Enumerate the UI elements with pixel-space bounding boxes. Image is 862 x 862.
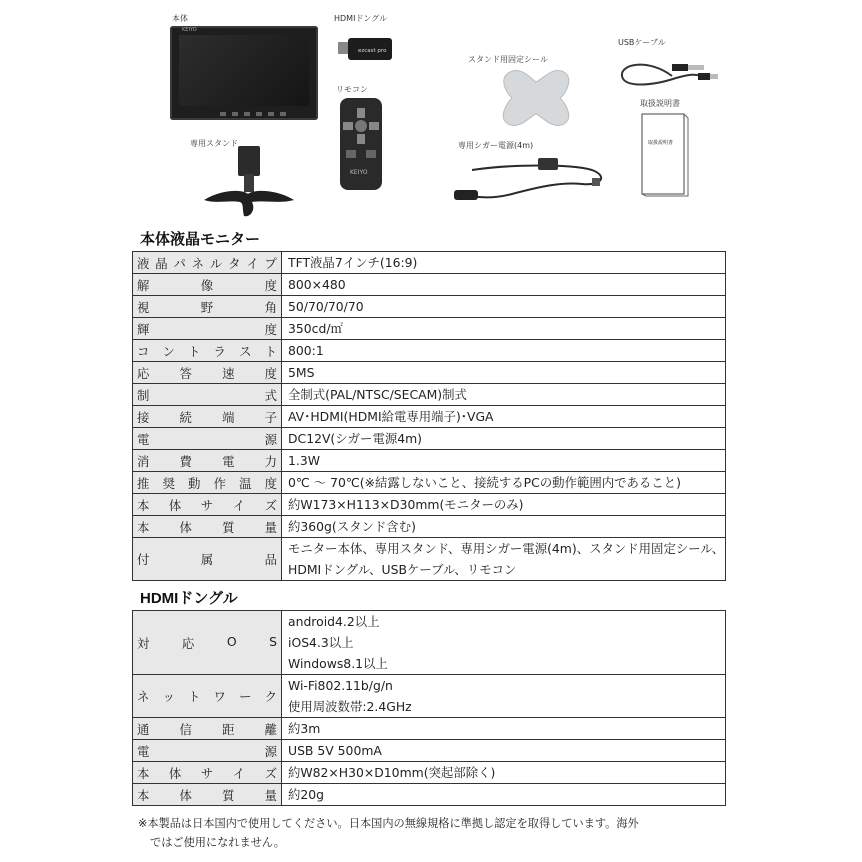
- spec-label-text: コ ン ト ラ ス ト: [137, 343, 277, 359]
- spec-value-line: 約W82×H30×D10mm(突起部除く): [288, 765, 496, 780]
- spec-label-text: 制 式: [137, 387, 277, 403]
- spec-label-text: 解 像 度: [137, 277, 277, 293]
- dongle-spec-table: [132, 610, 726, 806]
- spec-label: [133, 784, 282, 806]
- caption-manual: 取扱説明書: [640, 99, 680, 108]
- spec-label: [133, 611, 282, 675]
- spec-value-line: 1.3W: [288, 453, 320, 468]
- spec-value-line: 800×480: [288, 277, 346, 292]
- monitor-spec-table: [132, 251, 726, 581]
- spec-value-line: 使用周波数帯:2.4GHz: [288, 699, 412, 714]
- spec-row: [133, 784, 726, 806]
- spec-label: [133, 718, 282, 740]
- spec-value: [282, 675, 726, 718]
- spec-value: [282, 406, 726, 428]
- spec-value: [282, 428, 726, 450]
- spec-value-line: 350cd/㎡: [288, 321, 343, 336]
- spec-row: [133, 675, 726, 718]
- spec-value-line: 0℃ ～ 70℃(※結露しないこと、接続するPCの動作範囲内であること): [288, 475, 681, 490]
- spec-label-text: 本 体 サ イ ズ: [137, 497, 277, 513]
- caption-remote: リモコン: [336, 85, 368, 94]
- sheet-image: [476, 64, 596, 132]
- spec-value-line: 800:1: [288, 343, 324, 358]
- caption-hdmi-dongle: HDMIドングル: [334, 14, 388, 23]
- spec-label: [133, 740, 282, 762]
- spec-label: [133, 340, 282, 362]
- dongle-brand: ezcast pro: [358, 48, 387, 54]
- spec-row: [133, 516, 726, 538]
- spec-label-text: 電 源: [137, 743, 277, 759]
- spec-value-line: 全制式(PAL/NTSC/SECAM)制式: [288, 387, 467, 402]
- spec-value: [282, 494, 726, 516]
- spec-value-line: AV･HDMI(HDMI給電専用端子)･VGA: [288, 409, 494, 424]
- spec-label: [133, 362, 282, 384]
- spec-label-text: 推 奨 動 作 温 度: [137, 475, 277, 491]
- spec-label-text: 輝 度: [137, 321, 277, 337]
- product-illustration: [0, 0, 862, 222]
- spec-row: [133, 252, 726, 274]
- spec-value-line: USB 5V 500mA: [288, 743, 382, 758]
- spec-row: [133, 740, 726, 762]
- spec-value: [282, 384, 726, 406]
- spec-row: [133, 472, 726, 494]
- usb-cable-image: [612, 48, 722, 98]
- stand-image: [194, 138, 302, 220]
- spec-value: [282, 762, 726, 784]
- manual-cover-text: 取扱説明書: [648, 140, 674, 146]
- spec-value-line: iOS4.3以上: [288, 635, 354, 650]
- spec-label: [133, 538, 282, 581]
- spec-value: [282, 718, 726, 740]
- spec-label: [133, 472, 282, 494]
- spec-value-line: HDMIドングル、USBケーブル、リモコン: [288, 562, 517, 577]
- spec-value-line: Wi-Fi802.11b/g/n: [288, 678, 393, 693]
- spec-label: [133, 494, 282, 516]
- caption-stand: 専用スタンド: [190, 139, 238, 148]
- spec-row: [133, 406, 726, 428]
- spec-row: [133, 274, 726, 296]
- spec-row: [133, 450, 726, 472]
- dongle-section-title: HDMIドングル: [140, 590, 238, 607]
- spec-value-line: Windows8.1以上: [288, 656, 388, 671]
- spec-label: [133, 762, 282, 784]
- caption-usb-cable: USBケーブル: [618, 38, 666, 47]
- spec-value: [282, 274, 726, 296]
- remote-brand: KEIYO: [350, 169, 368, 176]
- spec-row: [133, 494, 726, 516]
- spec-label-text: 視 野 角: [137, 299, 277, 315]
- spec-row: [133, 538, 726, 581]
- spec-label-text: 液 晶 パ ネ ル タ イ プ: [137, 255, 277, 271]
- spec-label-text: 本 体 質 量: [137, 519, 277, 535]
- spec-row: [133, 362, 726, 384]
- caption-main-unit: 本体: [172, 14, 188, 23]
- spec-label: [133, 428, 282, 450]
- spec-value-line: 約W173×H113×D30mm(モニターのみ): [288, 497, 524, 512]
- spec-value-line: 5MS: [288, 365, 315, 380]
- monitor-brand: KEIYO: [182, 27, 197, 33]
- spec-value-line: モニター本体、専用スタンド、専用シガー電源(4m)、スタンド用固定シール、: [288, 541, 725, 556]
- spec-value: [282, 740, 726, 762]
- spec-value: [282, 252, 726, 274]
- spec-value: [282, 296, 726, 318]
- spec-value: [282, 362, 726, 384]
- spec-row: [133, 296, 726, 318]
- spec-value-line: DC12V(シガー電源4m): [288, 431, 423, 446]
- monitor-section-title: 本体液晶モニター: [140, 231, 261, 248]
- spec-value-line: android4.2以上: [288, 614, 380, 629]
- spec-row: [133, 718, 726, 740]
- spec-value: [282, 516, 726, 538]
- spec-value-line: 約3m: [288, 721, 321, 736]
- spec-label-text: ネ ッ ト ワ ー ク: [137, 689, 277, 704]
- spec-label: [133, 252, 282, 274]
- spec-label-text: 本 体 サ イ ズ: [137, 765, 277, 781]
- spec-label-text: 本 体 質 量: [137, 787, 277, 803]
- spec-value-line: TFT液晶7インチ(16:9): [288, 255, 418, 270]
- spec-label-text: 付 属 品: [137, 552, 277, 567]
- caption-cigar-power: 専用シガー電源(4m): [458, 141, 534, 150]
- manual-image: [636, 106, 692, 198]
- remote-image: [336, 96, 386, 192]
- spec-value: [282, 450, 726, 472]
- spec-value: [282, 611, 726, 675]
- spec-label: [133, 406, 282, 428]
- spec-label: [133, 675, 282, 718]
- spec-value: [282, 340, 726, 362]
- footnote-line: ではご使用になれません。: [150, 836, 285, 849]
- monitor-image: [170, 26, 318, 120]
- spec-label: [133, 296, 282, 318]
- spec-label-text: 消 費 電 力: [137, 453, 277, 469]
- spec-label-text: 対 応 O S: [137, 633, 277, 651]
- spec-label-text: 接 続 端 子: [137, 409, 277, 425]
- spec-row: [133, 384, 726, 406]
- spec-value: [282, 538, 726, 581]
- spec-label-text: 通 信 距 離: [137, 721, 277, 737]
- spec-label: [133, 318, 282, 340]
- spec-value: [282, 318, 726, 340]
- footnote-line: ※本製品は日本国内で使用してください。日本国内の無線規格に準拠し認定を取得しています。海外: [138, 817, 639, 830]
- spec-label-text: 応 答 速 度: [137, 365, 277, 381]
- spec-label: [133, 516, 282, 538]
- spec-label: [133, 384, 282, 406]
- spec-value-line: 50/70/70/70: [288, 299, 364, 314]
- spec-label-text: 電 源: [137, 431, 277, 447]
- spec-label: [133, 450, 282, 472]
- spec-value-line: 約360g(スタンド含む): [288, 519, 416, 534]
- spec-label: [133, 274, 282, 296]
- spec-row: [133, 611, 726, 675]
- spec-value-line: 約20g: [288, 787, 325, 802]
- spec-row: [133, 340, 726, 362]
- footnote: [138, 814, 738, 852]
- cigar-power-image: [452, 150, 612, 206]
- spec-row: [133, 318, 726, 340]
- spec-row: [133, 428, 726, 450]
- caption-sheet: スタンド用固定シール: [468, 55, 548, 64]
- spec-row: [133, 762, 726, 784]
- spec-value: [282, 784, 726, 806]
- spec-value: [282, 472, 726, 494]
- dongle-image: [336, 32, 394, 68]
